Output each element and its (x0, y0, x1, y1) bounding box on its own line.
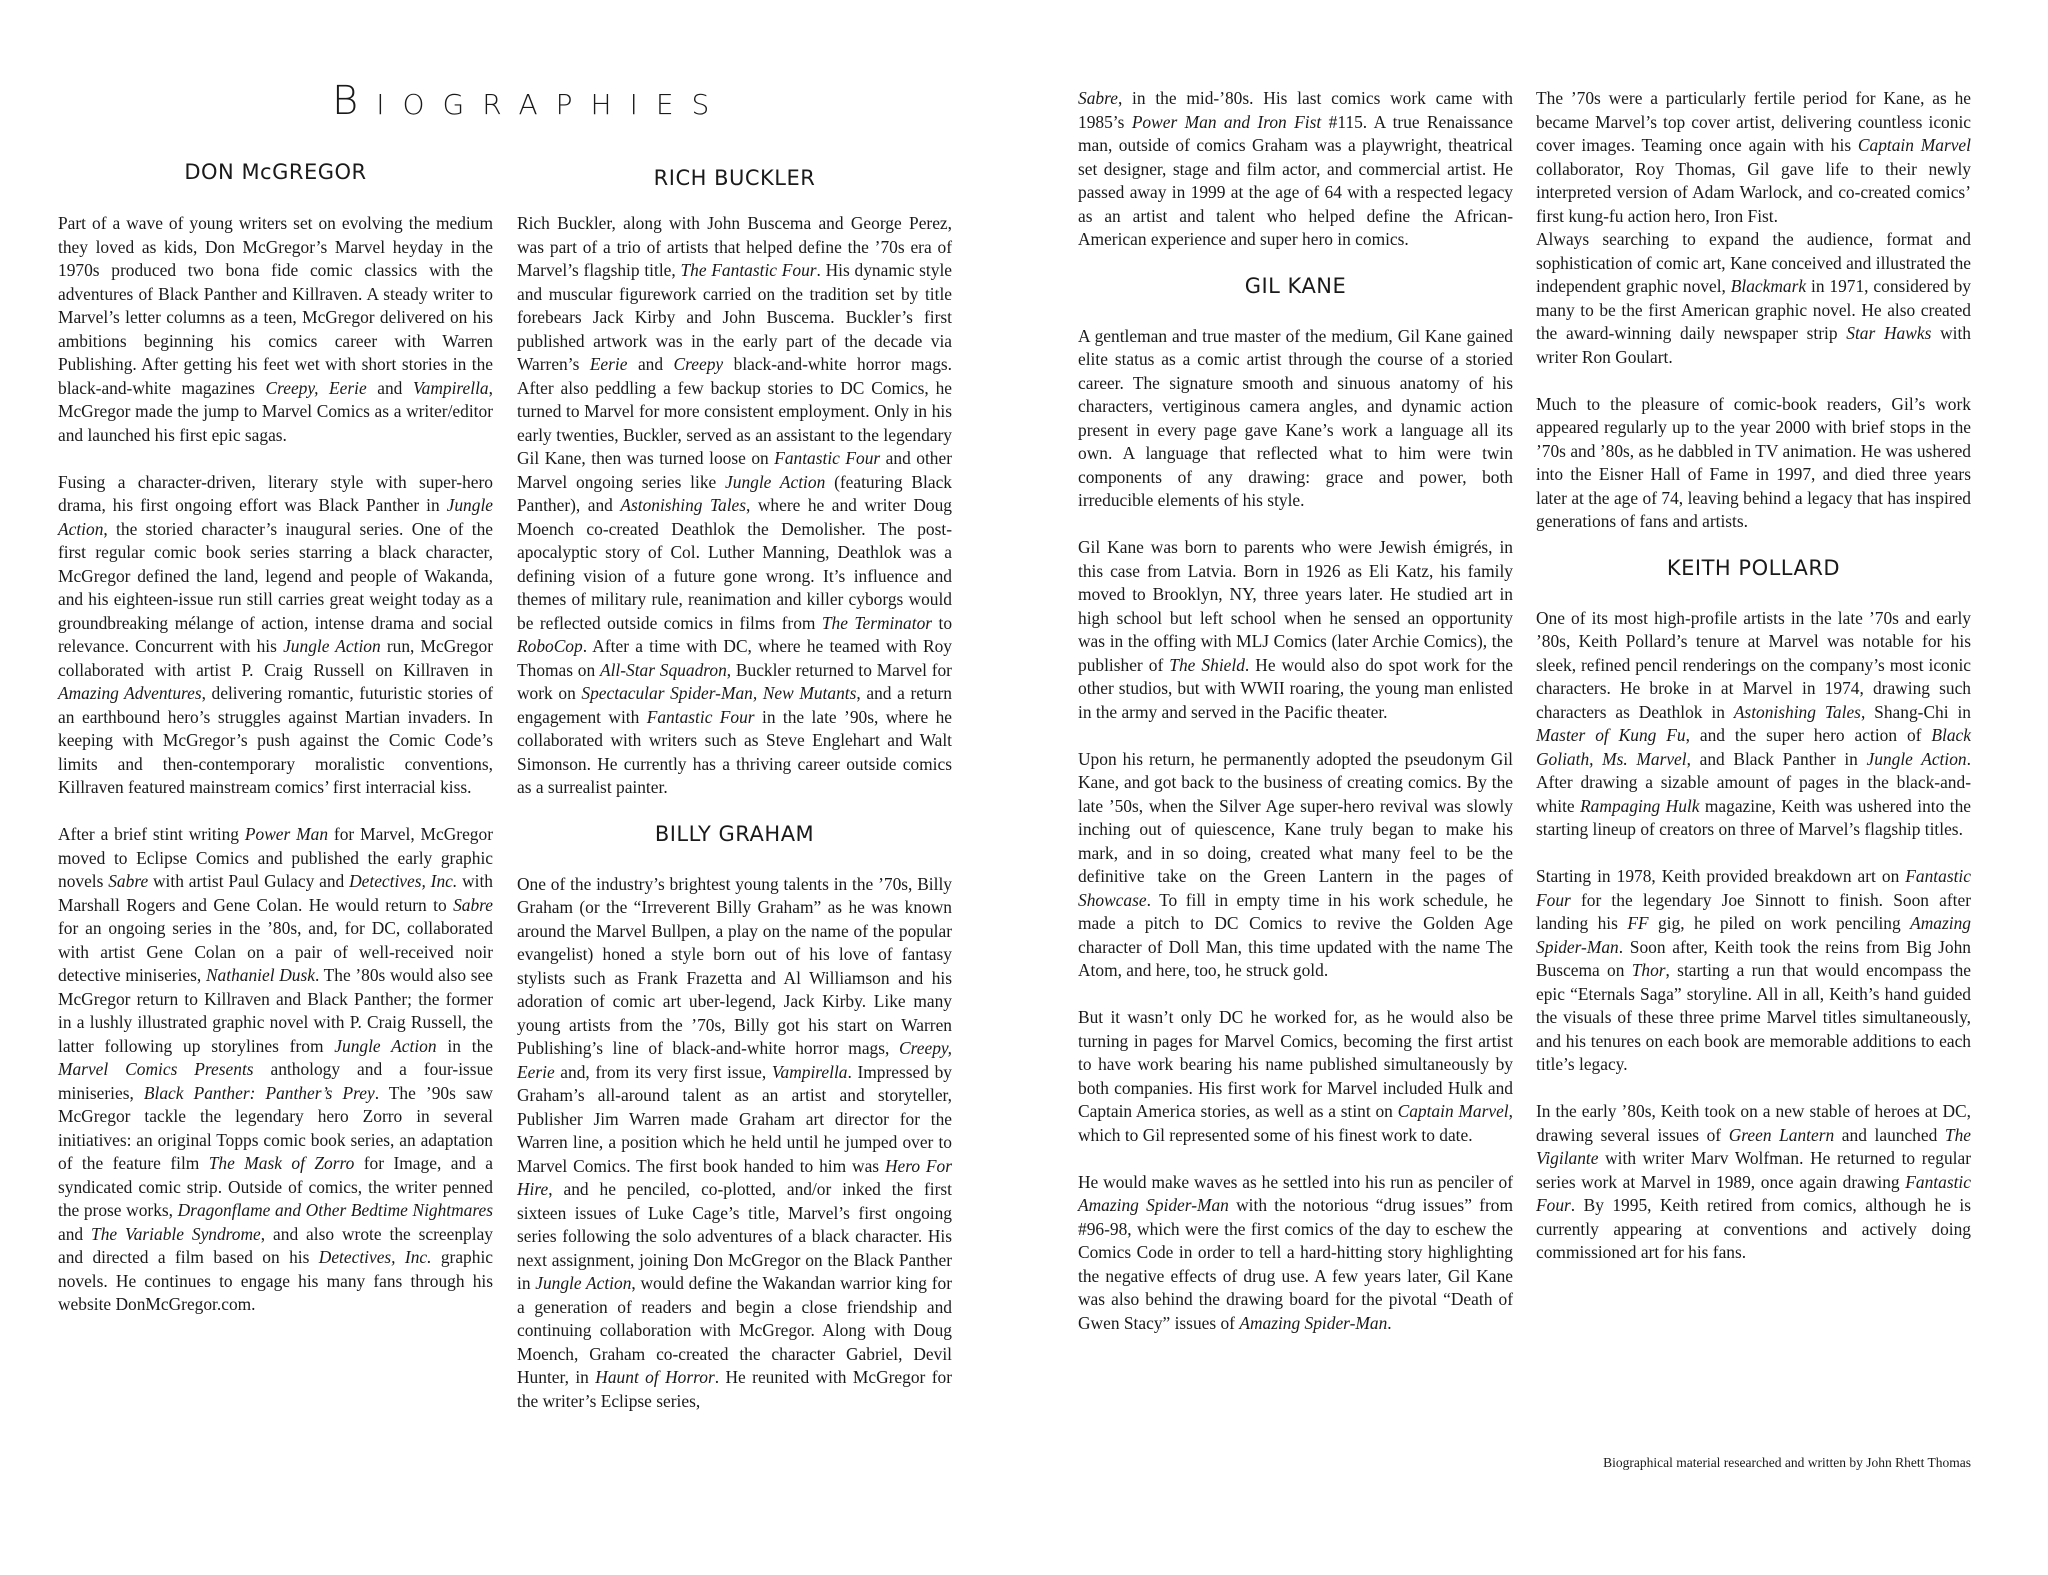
mcgregor-paragraph-2: Fusing a character-driven, literary style with super-hero drama, his first ongoing effort was Black Panther in Jungle Action, the storied character’s inaugural series. One of the first regular comic book series starring a black character, McGregor defined the land, legend and people of Wakanda, and his eighteen-issue run still carries great weight today as a groundbreaking mélange of action, intense drama and social relevance. Concurrent with his Jungle Action run, McGregor collaborated with artist P. Craig Russell on Killraven in Amazing Adventures, delivering romantic, futuristic stories of an earthbound hero’s struggles against Martian invaders. In keeping with McGregor’s push against the Comic Code’s limits and then-contemporary moralistic conventions, Killraven featured mainstream comics’ first interracial kiss. (58, 471, 493, 797)
credit-line: Biographical material researched and written by John Rhett Thomas (1603, 1455, 1971, 1470)
kane-paragraph-6: The ’70s were a particularly fertile period for Kane, as he became Marvel’s top cover artist, delivering countless iconic cover images. Teaming once again with his Captain Marvel collaborator, Roy Thomas, Gil gave life to their newly interpreted version of Adam Warlock, and co-created comics’ first kung-fu action hero, Iron Fist. (1536, 88, 1971, 226)
kane-paragraph-8: Much to the pleasure of comic-book readers, Gil’s work appeared regularly up to the year 2000 with brief stops in the ’70s and ’80s, as he dabbled in TV animation. He was ushered into the Eisner Hall of Fame in 1997, and died three years later at the age of 74, leaving behind a legacy that has inspired generations of fans and artists. (1536, 393, 1971, 531)
kane-paragraph-7: Always searching to expand the audience, format and sophistication of comic art, Kane conceived and illustrated the independent graphic novel, Blackmark in 1971, considered by many to be the first American graphic novel. He also created the award-winning daily newspaper strip Star Hawks with writer Ron Goulart. (1536, 229, 1971, 367)
kane-paragraph-1: A gentleman and true master of the medium, Gil Kane gained elite status as a comic artist through the course of a storied career. The signature smooth and sinuous anatomy of his characters, vertiginous camera angles, and dynamic action present in every page gave Kane’s work a language all its own. A language that reflected what to him were twin components of any drawing: grace and power, both irreducible elements of his style. (1078, 325, 1513, 510)
graham-paragraph-part-2: Sabre, in the mid-’80s. His last comics work came with 1985’s Power Man and Iron Fist #115. A true Renaissance man, outside of comics Graham was a playwright, theatrical set designer, stage and film actor, and commercial artist. He passed away in 1999 at the age of 64 with a respected legacy as an artist and talent who helped define the African-American experience and super hero in comics. (1078, 88, 1513, 249)
buckler-paragraph: Rich Buckler, along with John Buscema and George Perez, was part of a trio of artists that helped define the ’70s era of Marvel’s flagship title, The Fantastic Four. His dynamic style and muscular figurework carried on the tradition set by title forebears Jack Kirby and John Buscema. Buckler’s first published artwork was in the early part of the decade via Warren’s Eerie and Creepy black-and-white horror mags. After also peddling a few backup stories to DC Comics, he turned to Marvel for more consistent employment. Only in his early twenties, Buckler, served as an assistant to the legendary Gil Kane, then was turned loose on Fantastic Four and other Marvel ongoing series like Jungle Action (featuring Black Panther), and Astonishing Tales, where he and writer Doug Moench co-created Deathlok the Demolisher. The post-apocalyptic story of Col. Luther Manning, Deathlok was a defining vision of a future gone wrong. It’s influence and themes of military rule, reanimation and killer cyborgs would be reflected outside comics in films from The Terminator to RoboCop. After a time with DC, where he teamed with Roy Thomas on All-Star Squadron, Buckler returned to Marvel for work on Spectacular Spider-Man, New Mutants, and a return engagement with Fantastic Four in the late ’90s, where he collaborated with writers such as Steve Englehart and Walt Simonson. He currently has a thriving career outside comics as a surrealist painter. (517, 213, 953, 797)
page-title (332, 78, 727, 124)
graham-paragraph-part-1: One of the industry’s brightest young talents in the ’70s, Billy Graham (or the “Irreverent Billy Graham” as he was known around the Marvel Bullpen, a play on the name of the popular evangelist) honed a style born out of his love of fantasy stylists such as Frank Frazetta and Al Williamson and his adoration of comic art uber-legend, Jack Kirby. Like many young artists from the ’70s, Billy got his start on Warren Publishing’s line of black-and-white horror mags, Creepy, Eerie and, from its very first issue, Vampirella. Impressed by Graham’s all-around talent as an artist and storyteller, Publisher Jim Warren made Graham art director for the Warren line, a position which he held until he jumped over to Marvel Comics. The first book handed to him was Hero For Hire, and he penciled, co-plotted, and/or inked the first sixteen issues of Luke Cage’s title, Marvel’s first ongoing series following the solo adventures of a black character. His next assignment, joining Don McGregor on the Black Panther in Jungle Action, would define the Wakandan warrior king for a generation of readers and begin a close friendship and continuing collaboration with McGregor. Along with Doug Moench, Graham co-created the character Gabriel, Devil Hunter, in Haunt of Horror. He reunited with McGregor for the writer’s Eclipse series, (517, 873, 952, 1411)
heading-keith-pollard: KEITH POLLARD (1666, 556, 1841, 580)
kane-paragraph-2: Gil Kane was born to parents who were Jewish émigrés, in this case from Latvia. Born in 1926 as Eli Katz, his family moved to Brooklyn, NY, three years later. He studied art in high school but left school when he sensed an opportunity was in the offing with MLJ Comics (later Archie Comics), the publisher of The Shield. He would also do spot work for the other studios, but with WWII roaring, the young man enlisted in the army and served in the Pacific theater. (1078, 537, 1514, 722)
column-1 (58, 212, 493, 1317)
heading-billy-graham: BILLY GRAHAM (654, 822, 815, 846)
heading-gil-kane: GIL KANE (1244, 274, 1347, 298)
mcgregor-paragraph-1: Part of a wave of young writers set on evolving the medium they loved as kids, Don McGregor’s Marvel heyday in the 1970s produced two bona fide comic classics with the adventures of Black Panther and Killraven. A steady writer to Marvel’s letter columns as a teen, McGregor delivered on his ambitions beginning his comics career with Warren Publishing. After getting his feet wet with short stories in the black-and-white magazines Creepy, Eerie and Vampirella, McGregor made the jump to Marvel Comics as a writer/editor and launched his first epic sagas. (58, 213, 493, 445)
pollard-paragraph-3: In the early ’80s, Keith took on a new stable of heroes at DC, drawing several issues of Green Lantern and launched The Vigilante with writer Marv Wolfman. He returned to regular series work at Marvel in 1989, once again drawing Fantastic Four. By 1995, Keith retired from comics, although he is currently appearing at conventions and actively doing commissioned art for his fans. (1536, 1101, 1971, 1262)
column-4 (1536, 87, 1971, 1265)
column-2 (517, 212, 952, 1413)
pollard-paragraph-2: Starting in 1978, Keith provided breakdown art on Fantastic Four for the legendary Joe Sinnott to finish. Soon after landing his FF gig, he piled on work penciling Amazing Spider-Man. Soon after, Keith took the reins from Big John Buscema on Thor, starting a run that would encompass the epic “Eternals Saga” storyline. All in all, Keith’s hand guided the visuals of these three prime Marvel titles simultaneously, and his tenures on each book are memorable additions to each title’s legacy. (1536, 866, 1971, 1074)
mcgregor-paragraph-3: After a brief stint writing Power Man for Marvel, McGregor moved to Eclipse Comics and published the early graphic novels Sabre with artist Paul Gulacy and Detectives, Inc. with Marshall Rogers and Gene Colan. He would return to Sabre for an ongoing series in the ’80s, and, for DC, collaborated with artist Gene Colan on a pair of well-received noir detective miniseries, Nathaniel Dusk. The ’80s would also see McGregor return to Killraven and Black Panther; the former in a lushly illustrated graphic novel with P. Craig Russell, the latter following up storylines from Jungle Action in the Marvel Comics Presents anthology and a four-issue miniseries, Black Panther: Panther’s Prey. The ’90s saw McGregor tackle the legendary hero Zorro in several initiatives: an original Topps comic book series, an adaptation of the feature film The Mask of Zorro for Image, and a syndicated comic strip. Outside of comics, the writer penned the prose works, Dragonflame and Other Bedtime Nightmares and The Variable Syndrome, and also wrote the screenplay and directed a film based on his Detectives, Inc. graphic novels. He continues to engage his many fans through his website DonMcGregor.com. (58, 824, 494, 1314)
kane-paragraph-3: Upon his return, he permanently adopted the pseudonym Gil Kane, and got back to the business of creating comics. By the late ’50s, when the Silver Age super-hero revival was slowly inching out of quiescence, Kane truly began to make his mark, and in so doing, created what many feel to be the definitive take on the Green Lantern in the pages of Showcase. To fill in empty time in his work schedule, he made a pitch to DC Comics to revive the Golden Age character of Doll Man, this time updated with the name The Atom, and here, too, he struck gold. (1078, 748, 1513, 980)
heading-rich-buckler: RICH BUCKLER (653, 166, 816, 190)
page-title-initial: B (332, 78, 377, 124)
page-title-rest: IOGRAPHIES (376, 88, 728, 121)
pollard-paragraph-1: One of its most high-profile artists in the late ’70s and early ’80s, Keith Pollard’s tenure at Marvel was notable for his sleek, refined pencil renderings on the company’s most iconic characters. He broke in at Marvel in 1974, drawing such characters as Deathlok in Astonishing Tales, Shang-Chi in Master of Kung Fu, and the super hero action of Black Goliath, Ms. Marvel, and Black Panther in Jungle Action. After drawing a sizable amount of pages in the black-and-white Rampaging Hulk magazine, Keith was ushered into the starting lineup of creators on three of Marvel’s flagship titles. (1536, 607, 1972, 839)
kane-paragraph-5: He would make waves as he settled into his run as penciler of Amazing Spider-Man with the notorious “drug issues” from #96-98, which were the first comics of the day to eschew the Comics Code in order to tell a hard-hitting story highlighting the negative effects of drug use. A few years later, Gil Kane was also behind the drawing board for the pivotal “Death of Gwen Stacy” issues of Amazing Spider-Man. (1078, 1171, 1513, 1333)
heading-don-mcgregor: DON McGREGOR (184, 160, 367, 184)
kane-paragraph-4: But it wasn’t only DC he worked for, as he would also be turning in pages for Marvel Comics, becoming the first artist to have work bearing his name published simultaneously by both companies. His first work for Marvel included Hulk and Captain America stories, as well as a stint on Captain Marvel, which to Gil represented some of his finest work to date. (1078, 1007, 1513, 1145)
column-3 (1078, 87, 1513, 1335)
